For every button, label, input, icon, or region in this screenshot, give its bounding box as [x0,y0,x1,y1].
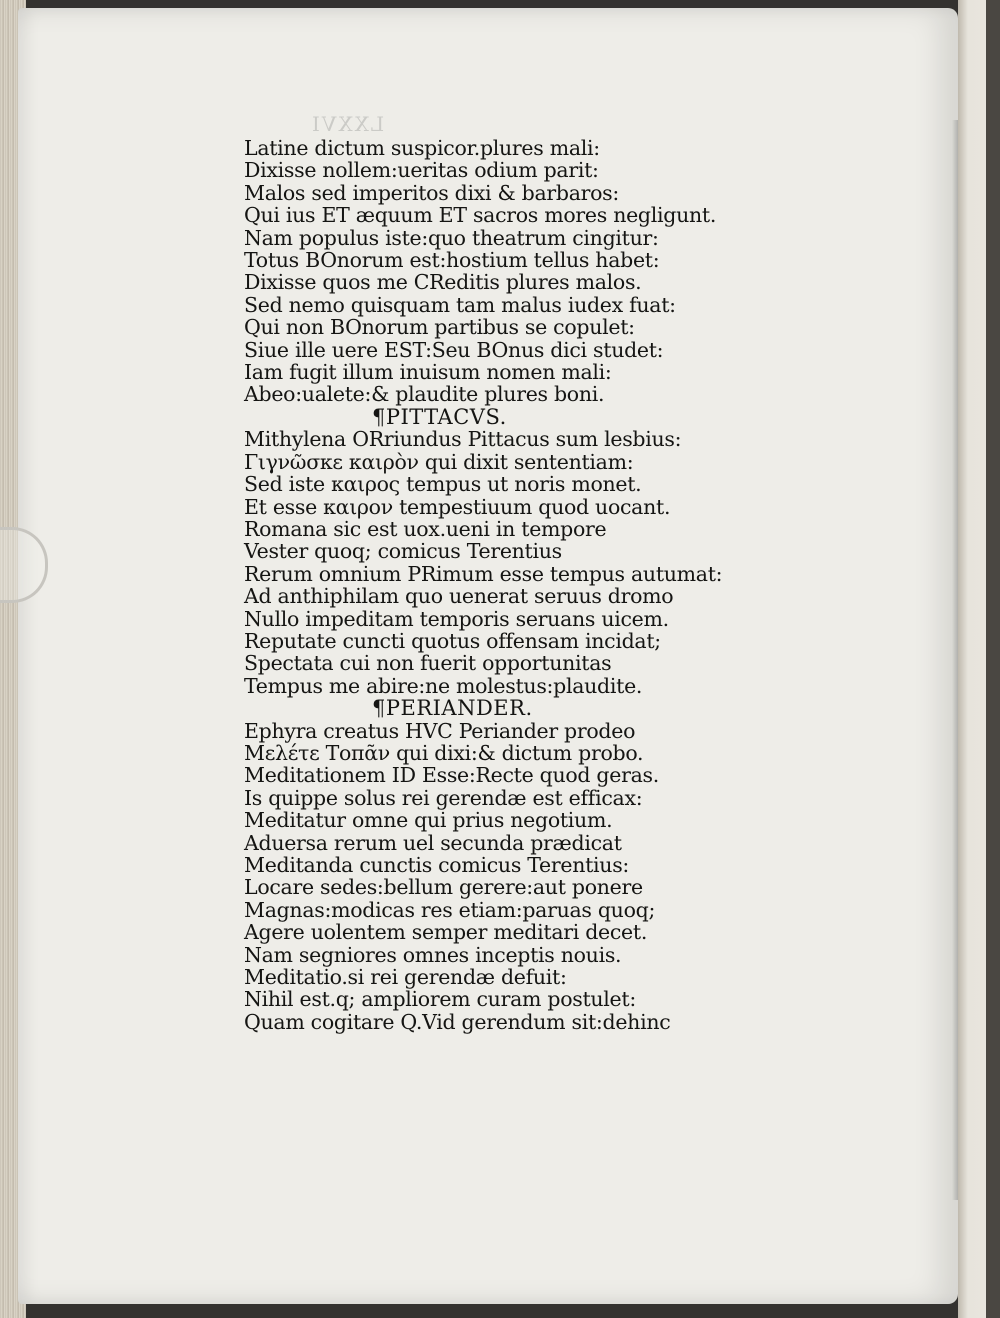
verse-line: Sed iste καιρος tempus ut noris monet. [244,472,642,497]
verse-line: Γιγνῶσκε καιρὸν qui dixit sententiam: [244,449,634,474]
verse-line: Nam populus iste:quo theatrum cingitur: [244,225,659,250]
verse-line: Mithylena ORriundus Pittacus sum lesbius: [244,427,682,452]
verse-line: Μελέτε Τοπᾶν qui dixi:& dictum probo. [244,740,644,765]
verse-line: Tempus me abire:ne molestus:plaudite. [244,673,643,698]
verse-line: Siue ille uere EST:Seu BOnus dici studet: [244,337,664,362]
section-heading-periander: ¶PERIANDER. [372,696,533,721]
section-heading-pittacus: ¶PITTACVS. [372,404,507,429]
verse-line: Qui non BOnorum partibus se copulet: [244,315,635,340]
verse-line: Totus BOnorum est:hostium tellus habet: [244,248,660,273]
verse-line: Meditanda cunctis comicus Terentius: [244,853,630,877]
verse-line: Vester quoq; comicus Terentius [244,539,562,564]
verse-line: Romana sic est uox.ueni in tempore [244,516,607,541]
verse-line: Reputate cuncti quotus offensam incidat; [244,628,661,653]
verse-line: Iam fugit illum inuisum nomen mali: [244,360,612,385]
verse-line: Is quippe solus rei gerendæ est efficax: [244,785,643,810]
verse-line: Et esse καιρον tempestiuum quod uocant. [244,494,671,519]
verse-line: Dixisse nollem:ueritas odium parit: [244,158,599,183]
verse-line: Ephyra creatus HVC Periander prodeo [244,718,636,743]
text-block [244,136,723,1034]
verse-line: Magnas:modicas res etiam:paruas quoq; [244,897,656,922]
verse-line: Meditationem ID Esse:Recte quod geras. [244,763,659,788]
verse-line: Aduersa rerum uel secunda prædicat [244,830,622,855]
verse-line: Malos sed imperitos dixi & barbaros: [244,180,619,205]
verse-line: Meditatur omne qui prius negotium. [244,808,613,833]
verse-line: Nihil est.q; ampliorem curam postulet: [244,987,636,1012]
verse-line: Quam cogitare Q.Vid gerendum sit:dehinc [244,1009,671,1034]
verse-line: Sed nemo quisquam tam malus iudex fuat: [244,292,676,317]
verse-line: Agere uolentem semper meditari decet. [244,920,648,945]
verse-line: Locare sedes:bellum gerere:aut ponere [244,875,643,900]
verse-line: Dixisse quos me CReditis plures malos. [244,270,642,295]
folio-number: LXXVI [310,112,385,136]
verse-line: Meditatio.si rei gerendæ defuit: [244,965,567,990]
verse-line: Latine dictum suspicor.plures mali: [244,136,600,160]
verse-line: Nullo impeditam temporis seruans uicem. [244,606,669,631]
verse-line: Nam segniores omnes inceptis nouis. [244,942,622,967]
book-cover-edge [986,0,1000,1318]
verse-line: Rerum omnium PRimum esse tempus autumat: [244,561,723,586]
verse-line: Abeo:ualete:& plaudite plures boni. [244,382,605,407]
verse-line: Qui ius ET æquum ET sacros mores negligunt. [244,203,717,228]
verse-line: Spectata cui non fuerit opportunitas [244,651,612,676]
verse-line: Ad anthiphilam quo uenerat seruus dromo [244,584,674,609]
